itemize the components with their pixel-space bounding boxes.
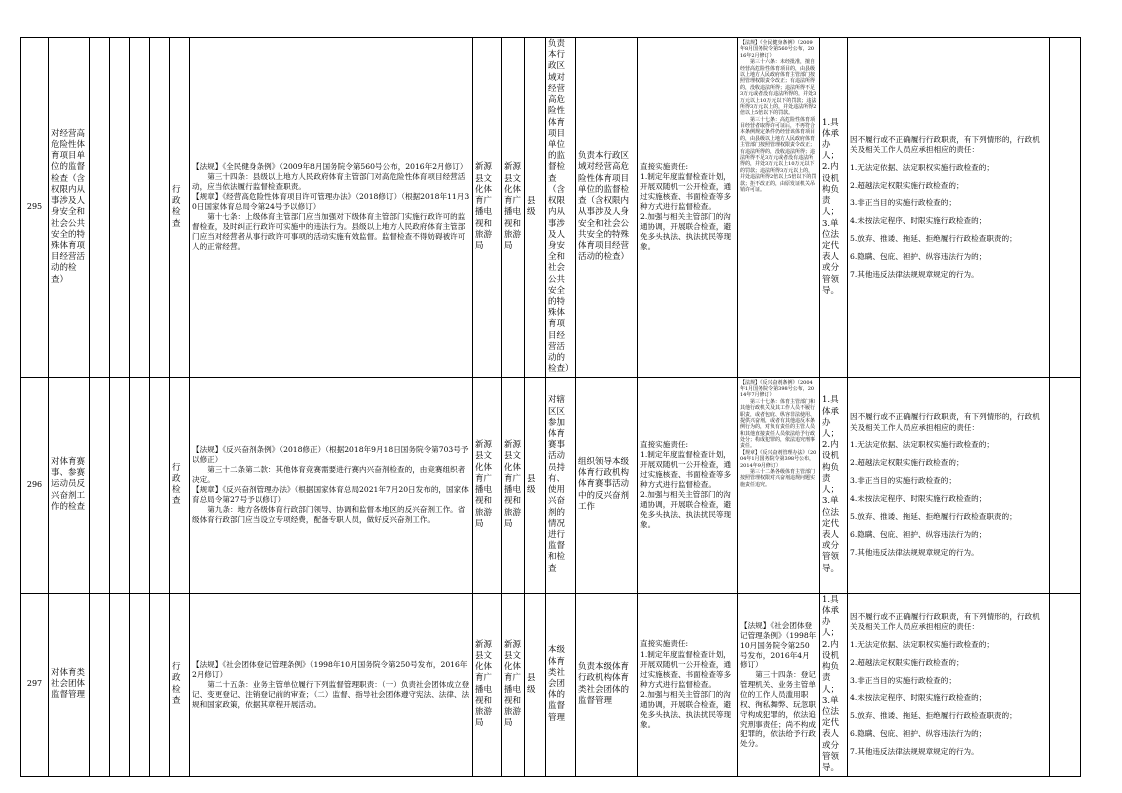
responsibility	[638, 377, 738, 593]
item-type: 行政检查	[170, 593, 190, 776]
item-number: 295	[21, 38, 49, 378]
law-line: 第十七条：上级体育主管部门应当加强对下级体育主管部门实施行政许可的监督检查，及时纠正行政许可实施中的违法行为。县级以上地方人民政府体育主管部门应当对经营者从事行政许可事项的活动实施有效监督。监督检查不得妨碍被许可人的正常经营。	[192, 212, 466, 252]
empty-cell	[1050, 377, 1081, 593]
basis-line: 第三十七条：高危险性体育项目经营者取得许可证后，不再符合本条例规定条件仍经营该体育项目的，由县级以上地方人民政府体育主管部门按照管理权限责令改正；有违法所得的，没收违法所得；违法所得不足3万元或者没有违法所得的，并处3万元以上10万元以下的罚款；违法所得3万元以上的，并处违法所得2倍以上5倍以下的罚款；拒不改正的，由原发证机关吊销许可证。	[740, 116, 817, 193]
level: 县级	[525, 38, 546, 378]
acc-line: 6.隐瞒、包庇、袒护、纵容违法行为的；	[850, 529, 987, 539]
empty-cell	[90, 593, 110, 776]
acc-line: 5.放弃、推诿、拖延、拒绝履行行政检查职责的；	[850, 711, 1017, 721]
table-row	[21, 593, 1081, 776]
acc-line: 1.无法定依据、法定职权实施行政检查的；	[850, 639, 994, 649]
law-line: 第二十五条：业务主管单位履行下列监督管理职责：（一）负责社会团体成立登记、变更登记、注销登记前的审查；（二）监督、指导社会团体遵守宪法、法律、法规和国家政策，依据其章程开展活动。	[192, 679, 470, 709]
implementing-organ: 新源县文化体育广播电视和旅游局	[502, 593, 525, 776]
accountability-basis	[738, 377, 820, 593]
item-name: 对体育赛事、参赛运动员反兴奋剂工作的检查	[49, 377, 90, 593]
accountability-cases	[848, 593, 1050, 776]
accountability-basis	[738, 38, 820, 378]
accountability-cases	[848, 38, 1050, 378]
empty-cell	[90, 377, 110, 593]
scope: 对辖区区参加体育赛事活动员持有、使用兴奋剂的情况进行监督和检查	[546, 377, 576, 593]
acc-line: 3.非正当目的实施行政检查的；	[850, 675, 956, 685]
accountability-cases	[848, 377, 1050, 593]
resp-line: 直接实施责任:	[640, 439, 689, 449]
acc-line: 因不履行或不正确履行行政职责，有下列情形的，行政机关及相关工作人员应承担相应的责任：	[850, 134, 1040, 154]
acc-line: 6.隐瞒、包庇、袒护、纵容违法行为的；	[850, 251, 987, 261]
acc-line: 2.超越法定权限实施行政检查的；	[850, 180, 964, 190]
acc-line: 因不履行或不正确履行行政职责，有下列情形的，行政机关及相关工作人员应承担相应的责任：	[850, 611, 1040, 632]
acc-line: 4.未按法定程序、时限实施行政检查的；	[850, 216, 987, 226]
law-line: 第九条：地方各级体育行政部门领导、协调和监督本地区的反兴奋剂工作。省级体育行政部门应当设立专项经费，配备专职人员，做好反兴奋剂工作。	[192, 505, 466, 525]
law-line: 【法规】《全民健身条例》（2009年8月国务院令第560号公布，2016年2月修订）	[192, 162, 468, 172]
duty: 负责本行政区域对经营高危险性体育项目单位的监督检查（含权限内从事涉及人身安全和社会公共安全的特殊体育项目经营活动的检查）	[576, 38, 638, 378]
acc-line: 7.其他违反法律法规规章规定的行为。	[850, 269, 979, 279]
resp-line: 2.加强与相关主管部门的沟通协调，开展联合检查，避免多头执法、执法扰民等现象。	[640, 490, 732, 530]
implementing-department: 新源县文化体育广播电视和旅游局	[473, 38, 502, 378]
item-type: 行政检查	[170, 377, 190, 593]
empty-cell	[110, 38, 130, 378]
basis-line: 第三十二条各级体育主管部门按照管理权限对兴奋剂违规问题实施责任追究。	[740, 469, 816, 488]
basis-line: 【法规】《反兴奋剂条例》（2004年1月国务院令第398号公布，2014年7月修订）	[740, 379, 815, 399]
responsible-subject: 1.具体承办人；2.内设机构负责人；3.单位法定代表人或分管领导。	[820, 38, 848, 378]
empty-cell	[1050, 593, 1081, 776]
scope: 负责本行政区域对经营高危险性体育项目单位的监督检查（含权限内从事涉及人身安全和社会公共安全的特殊体育项目经营活动的检查）	[546, 38, 576, 378]
law-line: 【规章】《经营高危险性体育项目许可管理办法》（2018修订）（根据2018年11月30日国家体育总局令第24号予以修订）	[192, 192, 470, 212]
acc-line: 7.其他违反法律法规规章规定的行为。	[850, 747, 979, 757]
level: 县级	[525, 593, 546, 776]
basis-line: 【法规】《社会团体登记管理条例》（1998年10月国务院令第250号发布，2016年4月修订）	[740, 620, 817, 670]
acc-line: 3.非正当目的实施行政检查的；	[850, 198, 956, 208]
empty-cell	[110, 377, 130, 593]
item-number: 296	[21, 377, 49, 593]
responsible-subject: 1.具体承办人；2.内设机构负责人；3.单位法定代表人或分管领导。	[820, 593, 848, 776]
item-name: 对经营高危险性体育项目单位的监督检查（含权限内从事涉及人身安全和社会公共安全的特殊体育项目经营活动的检查）	[49, 38, 90, 378]
legal-basis	[190, 593, 473, 776]
law-line: 【法规】《反兴奋剂条例》（2018修正）（根据2018年9月18日国务院令第703号予以修正）	[192, 445, 469, 465]
basis-line: 第三十六条：未经批准，擅自经营高危险性体育项目的，由县级以上地方人民政府体育主管部门按照管理权限责令改正；有违法所得的，没收违法所得；违法所得不足3万元或者没有违法所得的，并处3万元以上10万元以下的罚款；违法所得3万元以上的，并处违法所得2倍以上5倍以下的罚款。	[740, 59, 817, 117]
acc-line: 1.无法定依据、法定职权实施行政检查的；	[850, 162, 994, 172]
item-type: 行政检查	[170, 38, 190, 378]
empty-cell	[150, 377, 170, 593]
power-list-table	[20, 37, 1081, 777]
acc-line: 1.无法定依据、法定职权实施行政检查的；	[850, 440, 994, 450]
acc-line: 4.未按法定程序、时限实施行政检查的；	[850, 493, 987, 503]
acc-line: 6.隐瞒、包庇、袒护、纵容违法行为的；	[850, 729, 987, 739]
resp-line: 直接实施责任:	[640, 639, 689, 649]
responsibility	[638, 593, 738, 776]
acc-line: 2.超越法定权限实施行政检查的；	[850, 657, 964, 667]
empty-cell	[130, 38, 150, 378]
basis-line: 第三十四条：登记管理机关、业务主管单位的工作人员滥用职权、徇私舞弊、玩忽职守构成犯罪的，依法追究刑事责任；尚不构成犯罪的，依法给予行政处分。	[740, 670, 816, 749]
implementing-organ: 新源县文化体育广播电视和旅游局	[502, 377, 525, 593]
law-line: 第三十四条：县级以上地方人民政府体育主管部门对高危险性体育项目经营活动，应当依法履行监督检查职责。	[192, 172, 466, 192]
basis-line: 【规章】《反兴奋剂管理办法》（2004年1月国务院令第398号公布，2014年9月修订）	[740, 449, 817, 469]
acc-line: 5.放弃、推诿、拖延、拒绝履行行政检查职责的；	[850, 234, 1017, 244]
resp-line: 1.制定年度监督检查计划，开展双随机一公开检查，通过实施核查、书面检查等多种方式进行监督检查。	[640, 649, 732, 689]
resp-line: 2.加强与相关主管部门的沟通协调，开展联合检查，避免多头执法、执法扰民等现象。	[640, 212, 732, 252]
acc-line: 7.其他违反法律法规规章规定的行为。	[850, 547, 979, 557]
acc-line: 3.非正当目的实施行政检查的；	[850, 476, 956, 486]
legal-basis	[190, 377, 473, 593]
scope: 本级体育类社会团体的监督管理	[546, 593, 576, 776]
basis-line: 【法规】《全民健身条例》（2009年8月国务院令第560号公布，2016年2月修订）	[740, 40, 815, 59]
basis-line: 第三十七条：体育主管部门和其他行政机关及其工作人员不履行职责，或者包庇、纵容非法使用、提供兴奋剂，或者有其他违反本条例行为的，对负有责任的主管人员和其他直接责任人员依法给予行政处分；构成犯罪的，依法追究刑事责任。	[740, 398, 816, 450]
resp-line: 直接实施责任:	[640, 162, 689, 172]
law-line: 第三十二条第二款：其他体育竞赛需要进行赛内兴奋剂检查的，由竞赛组织者决定。	[192, 465, 466, 485]
empty-cell	[150, 38, 170, 378]
level: 县级	[525, 377, 546, 593]
duty: 负责本级体育行政机构体育类社会团体的监督管理	[576, 593, 638, 776]
implementing-organ: 新源县文化体育广播电视和旅游局	[502, 38, 525, 378]
acc-line: 2.超越法定权限实施行政检查的；	[850, 458, 964, 468]
empty-cell	[90, 38, 110, 378]
empty-cell	[130, 377, 150, 593]
implementing-department: 新源县文化体育广播电视和旅游局	[473, 377, 502, 593]
acc-line: 4.未按法定程序、时限实施行政检查的；	[850, 693, 987, 703]
responsible-subject: 1.具体承办人；2.内设机构负责人；3.单位法定代表人或分管领导。	[820, 377, 848, 593]
resp-line: 2.加强与相关主管部门的沟通协调，开展联合检查，避免多头执法、执法扰民等现象。	[640, 689, 732, 729]
table-row	[21, 38, 1081, 378]
acc-line: 5.放弃、推诿、拖延、拒绝履行行政检查职责的；	[850, 511, 1017, 521]
empty-cell	[110, 593, 130, 776]
item-name: 对体育类社会团体监督管理	[49, 593, 90, 776]
law-line: 【法规】《社会团体登记管理条例》（1998年10月国务院令第250号发布，2016年2月修订）	[192, 659, 468, 679]
resp-line: 1.制定年度监督检查计划，开展双随机一公开检查，通过实施核查、书面检查等多种方式进行监督检查。	[640, 172, 732, 212]
acc-line: 因不履行或不正确履行行政职责，有下列情形的，行政机关及相关工作人员应承担相应的责任：	[850, 412, 1040, 432]
implementing-department: 新源县文化体育广播电视和旅游局	[473, 593, 502, 776]
accountability-basis	[738, 593, 820, 776]
empty-cell	[1050, 38, 1081, 378]
empty-cell	[130, 593, 150, 776]
responsibility	[638, 38, 738, 378]
resp-line: 1.制定年度监督检查计划，开展双随机一公开检查，通过实施核查、书面检查等多种方式进行监督检查。	[640, 450, 732, 490]
law-line: 【规章】《反兴奋剂管理办法》（根据国家体育总局2021年7月20日发布的，国家体育总局令第27号予以修订）	[192, 485, 469, 505]
table-row	[21, 377, 1081, 593]
empty-cell	[150, 593, 170, 776]
legal-basis	[190, 38, 473, 378]
item-number: 297	[21, 593, 49, 776]
duty: 组织领导本级体育行政机构体育赛事活动中的反兴奋剂工作	[576, 377, 638, 593]
